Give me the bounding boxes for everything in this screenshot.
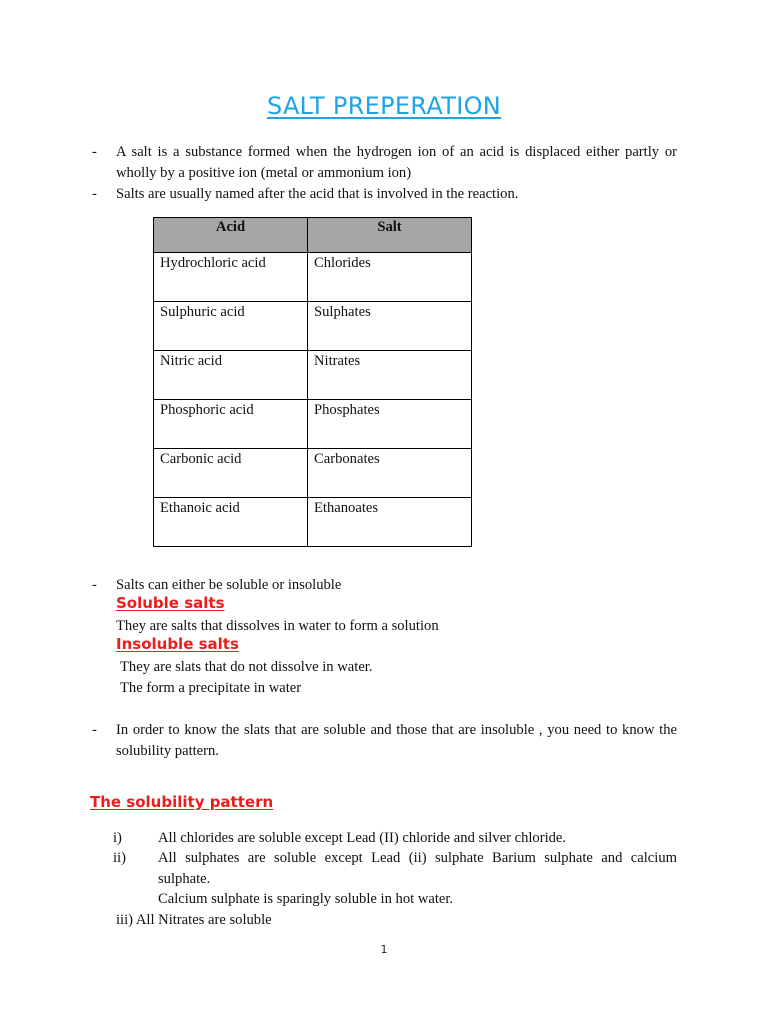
solubility-pattern-intro-text: In order to know the slats that are soluble and those that are insoluble , you need to know the solubility pattern. [116,722,677,759]
table-row [154,400,472,449]
soluble-salts-text: They are salts that dissolves in water to form a solution [116,618,439,634]
precipitate-text: The form a precipitate in water [120,680,302,696]
acid-cell: Nitric acid [154,351,308,400]
header-salt: Salt [308,218,472,253]
bullet-marker: - [92,186,97,202]
list-item: iii) All Nitrates are soluble [116,912,272,928]
salt-definition-text: A salt is a substance formed when the hydrogen ion of an acid is displaced either partly or wholly by a positive ion (metal or ammonium ion) [116,144,677,181]
list-item: All chlorides are soluble except Lead (II) chloride and silver chloride. [158,830,567,846]
page-title: SALT PREPERATION [266,92,502,120]
list-item-number: i) [113,830,122,846]
insoluble-salts-heading: Insoluble salts [116,635,239,653]
list-item-note: Calcium sulphate is sparingly soluble in hot water. [158,891,454,907]
acid-cell: Sulphuric acid [154,302,308,351]
table-header-row [154,218,472,253]
header-acid: Acid [154,218,308,253]
bullet-marker: - [92,577,97,593]
solubility-pattern-heading: The solubility pattern [90,793,274,811]
salt-naming-text: Salts are usually named after the acid that is involved in the reaction. [116,186,519,202]
salt-cell: Chlorides [308,253,472,302]
page-number: 1 [380,943,388,956]
list-item-number: ii) [113,850,126,866]
salt-cell: Phosphates [308,400,472,449]
acid-salt-table [153,217,472,547]
salt-cell: Carbonates [308,449,472,498]
table-row [154,498,472,547]
acid-cell: Hydrochloric acid [154,253,308,302]
acid-cell: Carbonic acid [154,449,308,498]
list-item: All sulphates are soluble except Lead (ii) sulphate Barium sulphate and calcium sulphate. [158,850,677,887]
table-row [154,351,472,400]
table-row [154,302,472,351]
salt-cell: Ethanoates [308,498,472,547]
table-row [154,449,472,498]
salt-cell: Sulphates [308,302,472,351]
bullet-marker: - [92,722,97,738]
acid-cell: Phosphoric acid [154,400,308,449]
salt-cell: Nitrates [308,351,472,400]
soluble-salts-heading: Soluble salts [116,594,225,612]
acid-cell: Ethanoic acid [154,498,308,547]
insoluble-salts-text: They are slats that do not dissolve in water. [120,659,373,675]
soluble-insoluble-text: Salts can either be soluble or insoluble [116,577,342,593]
bullet-marker: - [92,144,97,160]
table-row [154,253,472,302]
